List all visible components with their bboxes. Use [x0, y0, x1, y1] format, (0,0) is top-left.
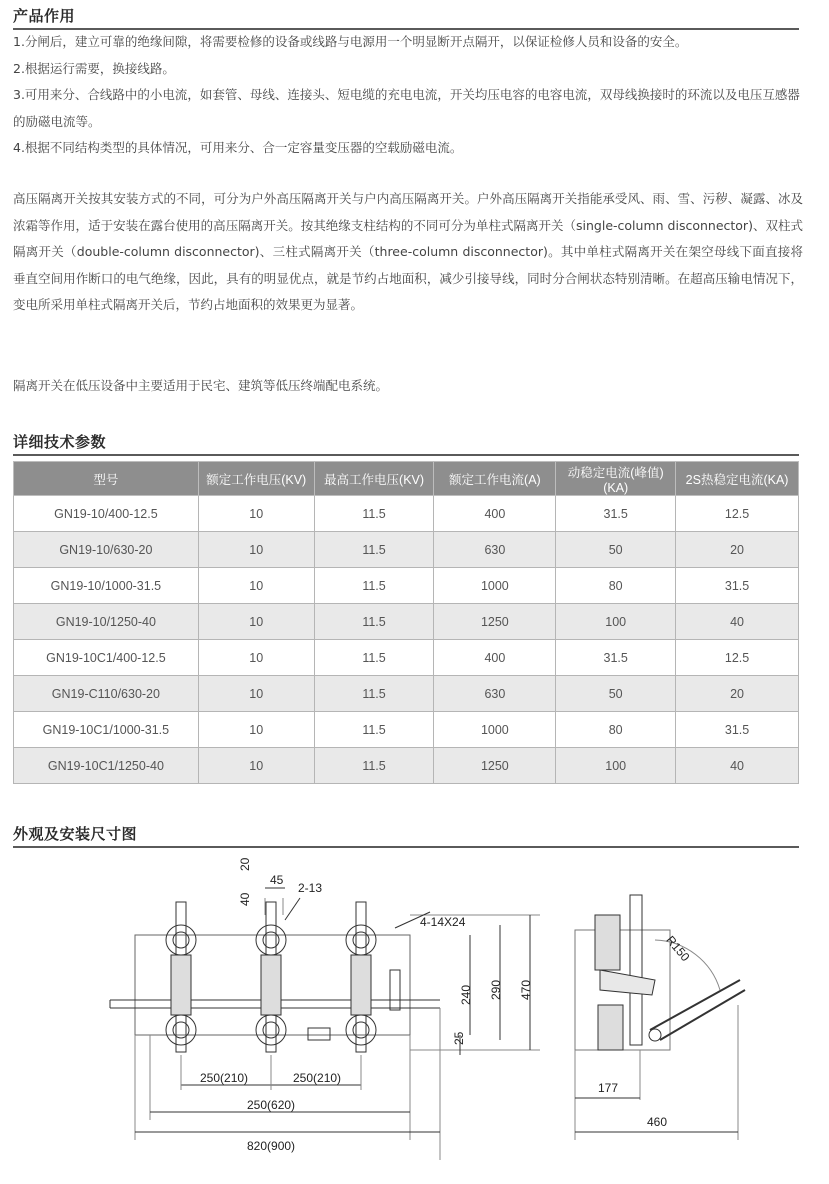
value-cell: 80 [556, 712, 676, 748]
value-cell: 11.5 [314, 496, 434, 532]
table-header-cell: 最高工作电压(KV) [314, 462, 434, 496]
model-cell: GN19-10/1250-40 [14, 604, 199, 640]
value-cell: 11.5 [314, 604, 434, 640]
function-list [13, 29, 803, 162]
value-cell: 11.5 [314, 748, 434, 784]
function-item-3: 3.可用来分、合线路中的小电流，如套管、母线、连接头、短电缆的充电电流，开关均压电容的电容电流，双母线换接时的环流以及电压互感器的励磁电流等。 [13, 87, 800, 129]
classification-paragraph [13, 186, 803, 319]
value-cell: 11.5 [314, 712, 434, 748]
model-cell: GN19-10/400-12.5 [14, 496, 199, 532]
dim-250-210-right: 250(210) [293, 1071, 342, 1085]
table-row [14, 496, 799, 532]
table-row [14, 640, 799, 676]
value-cell: 1000 [434, 568, 556, 604]
table-row [14, 532, 799, 568]
value-cell: 400 [434, 640, 556, 676]
section-technical-params [13, 431, 799, 456]
model-cell: GN19-C110/630-20 [14, 676, 199, 712]
model-cell: GN19-10/1000-31.5 [14, 568, 199, 604]
dim-240: 240 [459, 984, 473, 1005]
table-header-cell: 型号 [14, 462, 199, 496]
table-row [14, 676, 799, 712]
dimension-drawing [0, 840, 829, 1180]
table-row [14, 604, 799, 640]
model-cell: GN19-10C1/1250-40 [14, 748, 199, 784]
dim-25: 25 [452, 1031, 466, 1045]
dim-45: 45 [270, 873, 284, 887]
function-item-4: 4.根据不同结构类型的具体情况，可用来分、合一定容量变压器的空载励磁电流。 [13, 140, 463, 155]
value-cell: 1000 [434, 712, 556, 748]
dim-40: 40 [238, 892, 252, 906]
value-cell: 100 [556, 604, 676, 640]
value-cell: 10 [198, 676, 314, 712]
dim-250-620: 250(620) [247, 1098, 296, 1112]
value-cell: 630 [434, 676, 556, 712]
value-cell: 11.5 [314, 568, 434, 604]
dim-177: 177 [598, 1081, 619, 1095]
pole-middle [256, 902, 286, 1052]
value-cell: 11.5 [314, 640, 434, 676]
value-cell: 50 [556, 676, 676, 712]
table-header-cell: 额定工作电压(KV) [198, 462, 314, 496]
table-body [14, 496, 799, 784]
low-voltage-text: 隔离开关在低压设备中主要适用于民宅、建筑等低压终端配电系统。 [13, 378, 389, 393]
value-cell: 10 [198, 604, 314, 640]
value-cell: 100 [556, 748, 676, 784]
model-cell: GN19-10C1/1000-31.5 [14, 712, 199, 748]
spec-table [13, 461, 799, 784]
dim-20: 20 [238, 857, 252, 871]
classification-text: 高压隔离开关按其安装方式的不同，可分为户外高压隔离开关与户内高压隔离开关。户外高压隔离开关指能承受风、雨、雪、污秽、凝露、冰及浓霜等作用，适于安装在露台使用的高压隔离开关。按其绝缘支柱结构的不同可分为单柱式隔离开关（single-column disconnector)、双柱式隔离开关（double-column disconnector)、三柱式隔离开关（three-column disconnector)。其中单柱式隔离开关在架空母线下面直接将垂直空间用作断口的电气绝缘，因此，具有的明显优点，就是节约占地面积，减少引接导线，同时分合闸状态特别清晰。在超高压输电情况下，变电所采用单柱式隔离开关后，节约占地面积的效果更为显著。 [13, 191, 803, 312]
table-header-cell: 动稳定电流(峰值)(KA) [556, 462, 676, 496]
model-cell: GN19-10/630-20 [14, 532, 199, 568]
value-cell: 20 [676, 532, 799, 568]
dim-460: 460 [647, 1115, 668, 1129]
value-cell: 40 [676, 748, 799, 784]
function-item-1: 1.分闸后，建立可靠的绝缘间隙，将需要检修的设备或线路与电源用一个明显断开点隔开，以保证检修人员和设备的安全。 [13, 34, 688, 49]
section-product-function [13, 5, 799, 30]
dim-290: 290 [489, 979, 503, 1000]
model-cell: GN19-10C1/400-12.5 [14, 640, 199, 676]
pole-right [346, 902, 376, 1052]
table-header-cell: 额定工作电流(A) [434, 462, 556, 496]
value-cell: 12.5 [676, 496, 799, 532]
section-divider [13, 454, 799, 456]
table-row [14, 712, 799, 748]
table-header-cell: 2S热稳定电流(KA) [676, 462, 799, 496]
value-cell: 20 [676, 676, 799, 712]
value-cell: 31.5 [556, 496, 676, 532]
dimension-drawing-svg [0, 840, 829, 1180]
section-title-technical-params: 详细技术参数 [13, 433, 107, 451]
value-cell: 1250 [434, 748, 556, 784]
low-voltage-paragraph [13, 373, 803, 400]
value-cell: 10 [198, 532, 314, 568]
value-cell: 40 [676, 604, 799, 640]
table-header-row [14, 462, 799, 496]
table-row [14, 568, 799, 604]
function-item-2: 2.根据运行需要，换接线路。 [13, 60, 175, 76]
section-title-dimension-drawing: 外观及安装尺寸图 [13, 825, 138, 843]
dim-2-13: 2-13 [298, 881, 323, 895]
value-cell: 630 [434, 532, 556, 568]
pole-left [166, 902, 196, 1052]
value-cell: 10 [198, 712, 314, 748]
value-cell: 11.5 [314, 676, 434, 712]
dim-250-210-left: 250(210) [200, 1071, 249, 1085]
dim-470: 470 [519, 979, 533, 1000]
value-cell: 400 [434, 496, 556, 532]
value-cell: 1250 [434, 604, 556, 640]
value-cell: 10 [198, 568, 314, 604]
value-cell: 10 [198, 748, 314, 784]
value-cell: 11.5 [314, 532, 434, 568]
section-title-product-function: 产品作用 [13, 7, 76, 25]
value-cell: 31.5 [676, 712, 799, 748]
value-cell: 10 [198, 496, 314, 532]
value-cell: 31.5 [676, 568, 799, 604]
dim-r150: R150 [663, 933, 693, 965]
value-cell: 10 [198, 640, 314, 676]
value-cell: 12.5 [676, 640, 799, 676]
dim-820-900: 820(900) [247, 1139, 296, 1153]
table-row [14, 748, 799, 784]
value-cell: 50 [556, 532, 676, 568]
value-cell: 80 [556, 568, 676, 604]
dim-4-14x24: 4-14X24 [420, 915, 466, 929]
value-cell: 31.5 [556, 640, 676, 676]
